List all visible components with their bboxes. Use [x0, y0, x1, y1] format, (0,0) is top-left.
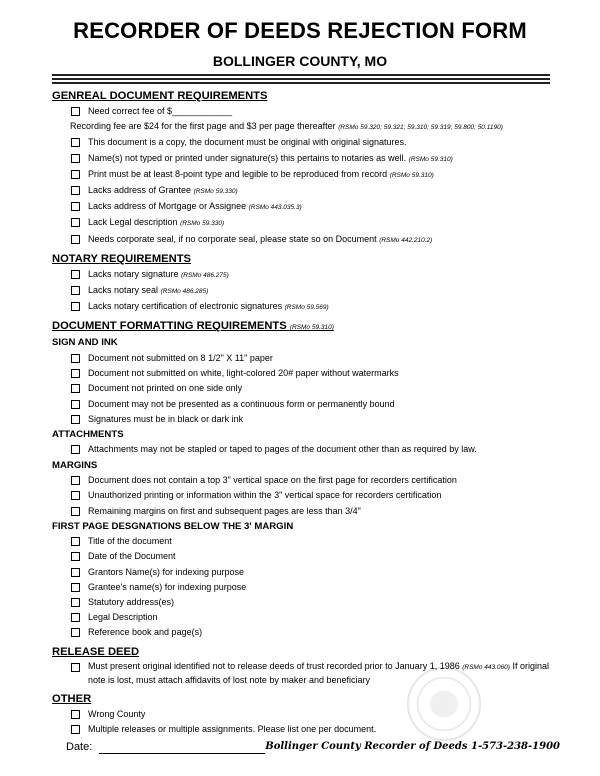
checkbox[interactable]: [71, 107, 80, 116]
checkbox-item: [52, 565, 552, 580]
item-text: Document does not contain a top 3" vertical space on the first page for recorders certification: [88, 475, 457, 486]
item-text: Legal Description: [88, 612, 158, 623]
checkbox[interactable]: [71, 537, 80, 546]
checkbox-item: [52, 549, 552, 564]
checkbox[interactable]: [71, 202, 80, 211]
checkbox[interactable]: [71, 218, 80, 227]
checkbox-item: [52, 412, 552, 427]
item-text: Date of the Document: [88, 551, 176, 562]
checkbox[interactable]: [71, 354, 80, 363]
checkbox[interactable]: [71, 663, 80, 672]
checkbox-item: [52, 488, 552, 503]
fee-note: Recording fee are $24 for the first page and $3 per page thereafter (RSMo 59.320; 59.321; 59.310; 59.319; 59.800; 50.1190): [70, 121, 503, 132]
item-text: Unauthorized printing or information within the 3" vertical space for recorders certification: [88, 490, 442, 501]
item-text: Document not printed on one side only: [88, 383, 243, 394]
statute-citation: (RSMo 59.310): [408, 155, 453, 163]
item-text: Statutory address(es): [88, 597, 175, 608]
item-text: Print must be at least 8-point type and legible to be reproduced from record: [88, 168, 388, 179]
page-title: RECORDER OF DEEDS REJECTION FORM: [73, 18, 527, 43]
statute-citation: (RSMo 59.330): [193, 188, 238, 196]
item-text: Document not submitted on white, light-colored 20# paper without watermarks: [88, 368, 399, 379]
statute-citation: (RSMo 443.035.3): [248, 204, 302, 212]
general-items: [52, 135, 552, 247]
checkbox-item: Need correct fee of $____________: [52, 104, 552, 119]
checkbox[interactable]: [71, 552, 80, 561]
section-heading-general: GENREAL DOCUMENT REQUIREMENTS: [52, 90, 268, 102]
checkbox[interactable]: [71, 598, 80, 607]
checkbox[interactable]: [71, 710, 80, 719]
header-rules: [52, 74, 550, 86]
checkbox-item: [52, 397, 552, 412]
notary-items: [52, 267, 552, 316]
checkbox[interactable]: [71, 400, 80, 409]
checkbox-item: [52, 707, 552, 722]
item-text: Name(s) not typed or printed under signature(s) this pertains to notaries as well.: [88, 152, 407, 163]
checkbox-item: [52, 625, 552, 640]
checkbox-item: [52, 534, 552, 549]
sign-ink-items: [52, 351, 552, 427]
margin-items: [52, 473, 552, 519]
checkbox-item: [52, 151, 552, 167]
form-content: [52, 86, 552, 737]
section-heading-other: OTHER: [52, 692, 92, 705]
checkbox-item: [52, 267, 552, 283]
item-text: Document may not be presented as a continuous form or permanently bound: [88, 398, 395, 409]
checkbox[interactable]: [71, 613, 80, 622]
item-text: Signatures must be in black or dark ink: [88, 413, 244, 424]
statute-citation: (RSMo 486.275): [181, 271, 229, 279]
checkbox[interactable]: [71, 445, 80, 454]
checkbox-item: [52, 580, 552, 595]
section-heading-formatting: DOCUMENT FORMATTING REQUIREMENTS (RSMo 59.310): [52, 320, 334, 333]
item-text: Wrong County: [88, 708, 146, 719]
item-text: Lacks notary seal: [88, 285, 159, 296]
checkbox-item: [52, 610, 552, 625]
item-text: Remaining margins on first and subsequent pages are less than 3/4": [88, 505, 361, 516]
checkbox[interactable]: [71, 628, 80, 637]
checkbox[interactable]: [71, 186, 80, 195]
statute-citation: (RSMo 442.210.2): [379, 236, 433, 244]
checkbox-item: [52, 183, 552, 199]
checkbox-item: [52, 215, 552, 231]
checkbox[interactable]: [71, 170, 80, 179]
date-label: Date:: [66, 741, 93, 753]
statute-citation: (RSMo 59.310): [389, 171, 434, 179]
checkbox-item: [52, 283, 552, 299]
checkbox-item: [52, 366, 552, 381]
checkbox[interactable]: [71, 583, 80, 592]
checkbox[interactable]: [71, 507, 80, 516]
checkbox[interactable]: [71, 138, 80, 147]
subheading-attachments: ATTACHMENTS: [52, 428, 124, 440]
item-text: This document is a copy, the document must be original with original signatures.: [88, 137, 407, 148]
section-heading-release: RELEASE DEED: [52, 645, 140, 658]
item-text: Lack Legal description: [88, 217, 178, 228]
checkbox-item: [52, 167, 552, 183]
checkbox[interactable]: [71, 154, 80, 163]
checkbox-item: [52, 722, 552, 737]
checkbox[interactable]: [71, 369, 80, 378]
checkbox-item: [52, 135, 552, 150]
subheading-first-page: FIRST PAGE DESGNATIONS BELOW THE 3' MARGIN: [52, 520, 294, 532]
checkbox[interactable]: [71, 384, 80, 393]
checkbox[interactable]: [71, 302, 80, 311]
item-text: Document not submitted on 8 1/2" X 11" paper: [88, 352, 273, 363]
checkbox[interactable]: [71, 415, 80, 424]
item-text: Needs corporate seal, if no corporate seal, please state so on Document: [88, 233, 377, 244]
checkbox[interactable]: [71, 476, 80, 485]
item-text: Multiple releases or multiple assignments. Please list one per document.: [88, 723, 377, 734]
first-page-items: [52, 534, 552, 640]
checkbox[interactable]: [71, 491, 80, 500]
checkbox[interactable]: [71, 568, 80, 577]
checkbox-item: Must present original identified not to release deeds of trust recorded prior to January 1, 1986 (RSMo 443.060) If original note is lost, must attach affidavits of lost note by maker and beneficiary: [52, 660, 552, 688]
item-text: Lacks notary certification of electronic signatures: [88, 301, 283, 312]
item-text: Lacks address of Mortgage or Assignee: [88, 201, 247, 212]
statute-citation: (RSMo 59.330): [180, 220, 225, 228]
checkbox-item: [52, 299, 552, 315]
item-text: Grantors Name(s) for indexing purpose: [88, 566, 245, 577]
item-text: Reference book and page(s): [88, 627, 203, 638]
subheading-sign-ink: SIGN AND INK: [52, 337, 118, 349]
checkbox-item: [52, 504, 552, 519]
checkbox-item: [52, 381, 552, 396]
checkbox[interactable]: [71, 725, 80, 734]
item-text: Title of the document: [88, 536, 172, 547]
checkbox[interactable]: [71, 286, 80, 295]
checkbox-item: [52, 199, 552, 215]
date-input-line[interactable]: [99, 753, 265, 754]
statute-citation: (RSMo 59.569): [284, 304, 329, 312]
attachment-items: [52, 442, 552, 457]
other-items: [52, 707, 552, 737]
statute-citation: (RSMo 486.285): [160, 288, 209, 296]
page-subtitle: BOLLINGER COUNTY, MO: [212, 53, 388, 69]
item-text: Lacks notary signature: [88, 268, 179, 279]
section-heading-notary: NOTARY REQUIREMENTS: [52, 252, 192, 265]
checkbox-item: [52, 473, 552, 488]
checkbox-item: [52, 351, 552, 366]
checkbox[interactable]: [71, 270, 80, 279]
checkbox-item: [52, 232, 552, 248]
subheading-margins: MARGINS: [52, 459, 98, 471]
item-text: Lacks address of Grantee: [88, 185, 192, 196]
checkbox-item: [52, 442, 552, 457]
item-text: Attachments may not be stapled or taped to pages of the document other than as required by law.: [88, 444, 477, 455]
checkbox[interactable]: [71, 235, 80, 244]
checkbox-item: [52, 595, 552, 610]
recorder-signature: Bollinger County Recorder of Deeds 1-573-238-1900: [265, 741, 560, 752]
item-text: Grantee's name(s) for indexing purpose: [88, 581, 247, 592]
